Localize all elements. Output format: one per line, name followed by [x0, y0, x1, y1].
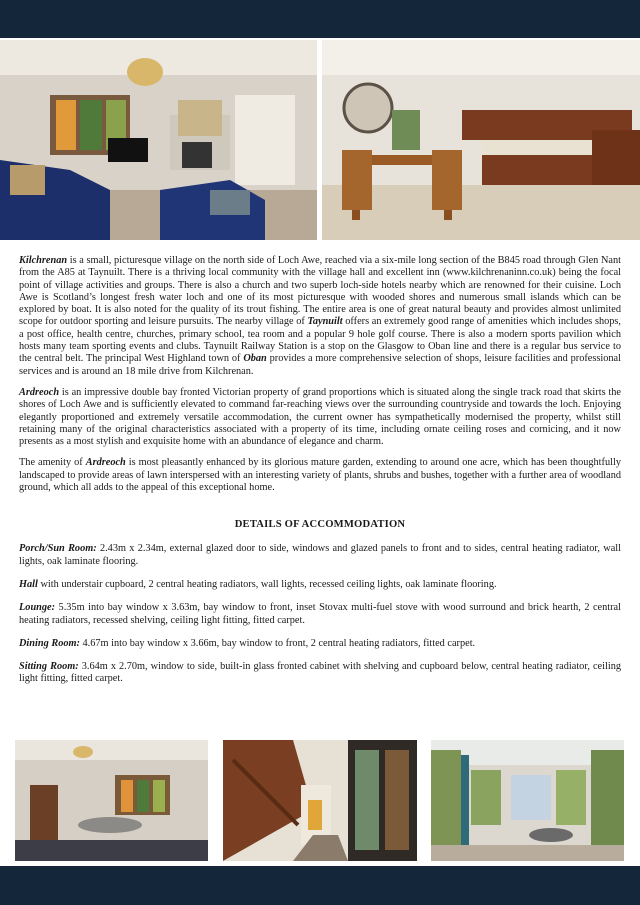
accommodation-heading: DETAILS OF ACCOMMODATION [234, 519, 406, 531]
property-name-garden: Ardreoch [85, 457, 126, 469]
garden-paragraph [19, 457, 621, 494]
text-content [19, 255, 621, 697]
intro-text-3: provides a more comprehensive selection of shops, leisure facilities and professional services and is around an 18 mile drive from Kilchrenan. [19, 353, 621, 377]
room-label: Sitting Room: [19, 661, 79, 673]
sun-room-photo [431, 740, 624, 861]
footer-band [0, 866, 640, 905]
room-label: Lounge: [19, 602, 56, 614]
room-lounge [19, 602, 621, 627]
garden-text-2: is most pleasantly enhanced by its glorious mature garden, extending to around one acre, which has been thoughtfully landscaped to provide areas of lawn interspersed with an interesting variety of plants, shrubs and bushes, together with a further area of woodland ground, which all adds to the appeal of this exceptional home. [19, 457, 621, 494]
place-name-kilchrenan: Kilchrenan [19, 255, 68, 266]
header-band [0, 0, 640, 38]
place-name-oban: Oban [243, 353, 267, 365]
room-text: with understair cupboard, 2 central heating radiators, wall lights, recessed ceiling lights, oak laminate flooring. [37, 578, 497, 590]
place-name-taynuilt: Taynuilt [307, 316, 343, 328]
room-label: Dining Room: [19, 637, 80, 649]
intro-paragraph-kilchrenan [19, 255, 621, 378]
kitchen-photo [322, 40, 640, 240]
intro-paragraph-ardreoch [19, 387, 621, 448]
hall-staircase-photo [223, 740, 417, 861]
property-name: Ardreoch [19, 386, 60, 398]
intro-text-1: is a small, picturesque village on the north side of Loch Awe, reached via a six-mile long section of the B845 road through Glen Nant from the A85 at Taynuilt. There is a thriving local community with the village hall and excellent inn (www.kilchrenaninn.co.uk) being the focal point of village activities and groups. There is also a church and two superb loch-side hotels nearby which are renowned for their cuisine. Loch Awe is Scotland’s longest fresh water loch and one of its most picturesque with wooded shores and numerous small islands which can be explored by boat. It is also noted for the quality of its trout fishing. The entire area is one of great natural beauty and provides almost unlimited scope for outdoor sporting and leisure pursuits. The nearby village of [19, 255, 621, 328]
room-text: 4.67m into bay window x 3.66m, bay window to front, 2 central heating radiators, fitted carpet. [79, 637, 476, 649]
room-porch [19, 543, 621, 568]
room-text: 2.43m x 2.34m, external glazed door to side, windows and glazed panels to front and to sides, central heating radiator, wall lights, oak laminate flooring. [19, 543, 621, 567]
intro-text-2: offers an extremely good range of amenities which includes shops, a post office, health centre, churches, primary school, tea room and a popular 9 hole golf course. There is also a modern sports pavilion which hosts many team sporting events and clubs. Taynuilt Railway Station is a stop on the Glasgow to Oban line and there is a regular bus service to the central belt. The principal West Highland town of [19, 316, 621, 365]
room-text: 5.35m into bay window x 3.63m, bay window to front, inset Stovax multi-fuel stove with wood surround and brick hearth, 2 central heating radiators, recessed shelving, ceiling light fitting, fitted carpet. [19, 602, 621, 626]
room-sitting [19, 661, 621, 686]
dining-room-photo [15, 740, 208, 861]
room-text: 3.64m x 2.70m, window to side, built-in glass fronted cabinet with shelving and cupboard below, central heating radiator, ceiling light fitting, fitted carpet. [19, 661, 621, 685]
lounge-photo [0, 40, 317, 240]
room-dining [19, 638, 621, 650]
room-hall [19, 579, 621, 591]
property-description: is an impressive double bay fronted Victorian property of grand proportions which is situated along the single track road that skirts the shores of Loch Awe and is sufficiently elevated to command far-reaching views over the surrounding countryside and towards the loch. Enjoying elegantly proportioned and extremely versatile accommodation, the current owner has sympathetically modernised the property, whilst still retaining many of the original characteristics associated with a property of its time, including ornate ceiling roses and cornicing, and it now presents as a most stylish and exquisite home with an abundance of elegance and charm. [19, 386, 621, 448]
garden-text-1: The amenity of [19, 457, 86, 469]
room-label: Porch/Sun Room: [19, 543, 97, 555]
room-label: Hall [19, 578, 38, 590]
